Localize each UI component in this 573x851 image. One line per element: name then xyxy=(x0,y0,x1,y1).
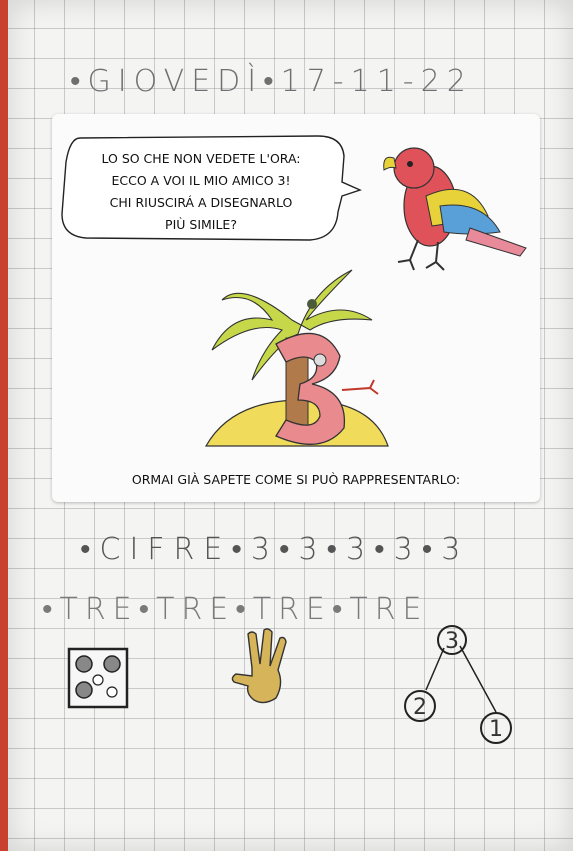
number-tree-diagram xyxy=(404,624,524,749)
speech-line: CHI RIUSCIRÁ A DISEGNARLO xyxy=(109,195,293,210)
notebook-page xyxy=(8,0,573,851)
hand-three-fingers-icon xyxy=(228,628,298,706)
tree-left-value: 2 xyxy=(413,695,427,720)
speech-line: PIÙ SIMILE? xyxy=(165,217,237,232)
island-three-drawing xyxy=(202,260,412,460)
tree-root-value: 3 xyxy=(445,629,459,654)
tree-right-value: 1 xyxy=(489,717,503,742)
parrot-drawing xyxy=(370,136,530,276)
speech-line: ECCO A VOI IL MIO AMICO 3! xyxy=(111,173,291,188)
date-heading: •GIOVEDÌ•17-11-22 xyxy=(70,64,473,99)
speech-text xyxy=(66,148,336,236)
card-caption: ORMAI GIÀ SAPETE COME SI PUÒ RAPPRESENTARLO: xyxy=(131,472,461,487)
speech-line: LO SO CHE NON VEDETE L'ORA: xyxy=(101,151,301,166)
tre-line: •TRE•TRE•TRE•TRE xyxy=(42,592,429,627)
three-dots-box xyxy=(68,648,130,710)
cifre-line: •CIFRE•3•3•3•3•3 xyxy=(80,532,470,567)
printed-card xyxy=(52,114,540,502)
